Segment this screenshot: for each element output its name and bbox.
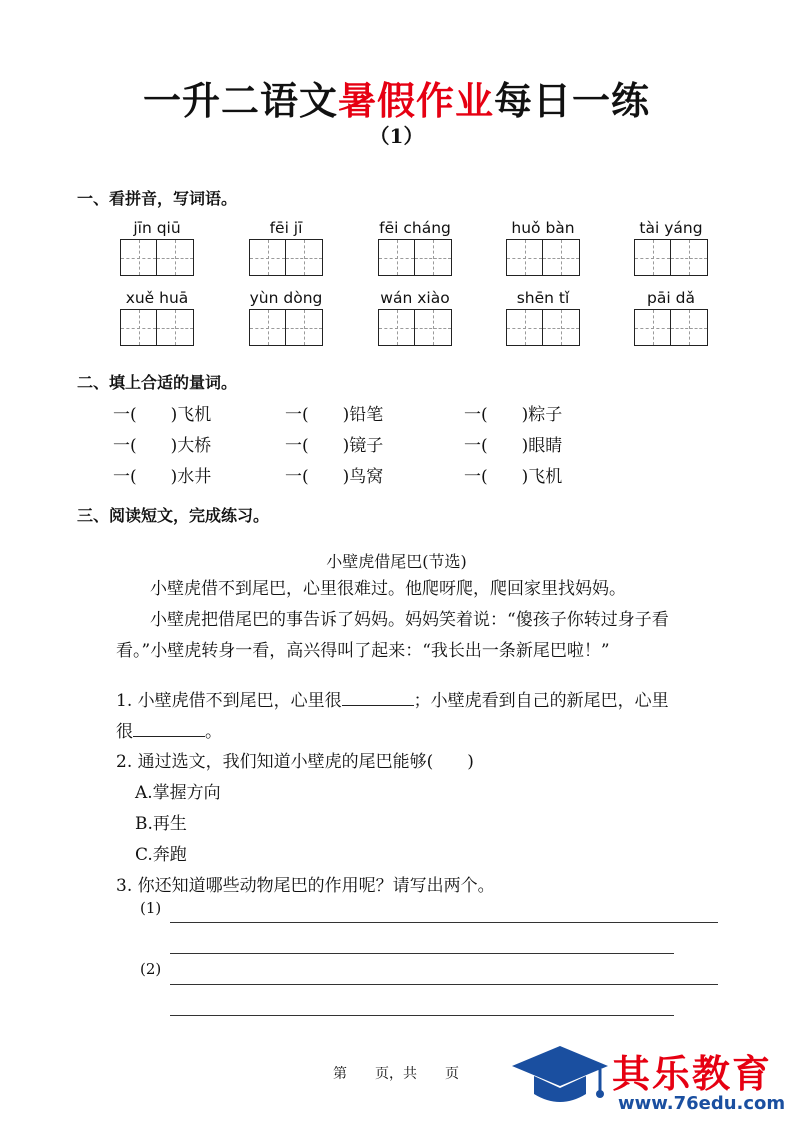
measure-word-item[interactable]: 一( )眼睛 xyxy=(464,436,563,456)
option-c[interactable]: C.奔跑 xyxy=(135,845,187,865)
pinyin-item xyxy=(503,288,583,346)
pinyin-item xyxy=(246,218,326,276)
pinyin-text: huǒ bàn xyxy=(511,219,575,237)
pinyin-text: wán xiào xyxy=(380,289,450,307)
question-1 xyxy=(116,686,669,711)
option-a[interactable]: A.掌握方向 xyxy=(135,783,221,803)
section1-heading: 一、看拼音，写词语。 xyxy=(77,189,238,208)
page-footer: 第 页，共 页 xyxy=(333,1066,459,1082)
section3-heading: 三、阅读短文，完成练习。 xyxy=(77,506,270,525)
pinyin-item xyxy=(117,218,197,276)
measure-word-item[interactable]: 一( )飞机 xyxy=(464,467,563,487)
pinyin-item xyxy=(246,288,326,346)
passage-title: 小壁虎借尾巴(节选) xyxy=(326,552,467,571)
question-3: 3. 你还知道哪些动物尾巴的作用呢？请写出两个。 xyxy=(116,876,495,896)
pinyin-text: fēi cháng xyxy=(379,219,451,237)
writing-boxes[interactable] xyxy=(375,239,455,276)
writing-boxes[interactable] xyxy=(503,309,583,346)
pinyin-text: shēn tǐ xyxy=(516,289,570,307)
writing-boxes[interactable] xyxy=(246,239,326,276)
paragraph-line: 小壁虎把借尾巴的事告诉了妈妈。妈妈笑着说：“傻孩子你转过身子看 xyxy=(150,610,669,630)
pinyin-text: xuě huā xyxy=(125,289,189,307)
writing-boxes[interactable] xyxy=(375,309,455,346)
pinyin-text: jīn qiū xyxy=(133,219,181,237)
pinyin-row-2 xyxy=(0,288,793,350)
pinyin-text: tài yáng xyxy=(639,219,703,237)
title-part2: 暑假作业 xyxy=(337,79,494,123)
page-title xyxy=(0,70,793,125)
pinyin-item xyxy=(375,218,455,276)
writing-boxes[interactable] xyxy=(631,309,711,346)
answer-line[interactable] xyxy=(170,953,674,954)
paragraph-text: 小壁虎借不到尾巴，心里很难过。他爬呀爬，爬回家里找妈妈。 xyxy=(150,579,626,599)
measure-word-item[interactable]: 一( )飞机 xyxy=(113,405,212,425)
option-b[interactable]: B.再生 xyxy=(135,814,187,834)
measure-word-item[interactable]: 一( )镜子 xyxy=(285,436,384,456)
pinyin-text: fēi jī xyxy=(269,219,303,237)
q1-text: 很 xyxy=(116,722,133,742)
q1-text: ；小壁虎看到自己的新尾巴，心里 xyxy=(413,691,669,711)
measure-word-item[interactable]: 一( )铅笔 xyxy=(285,405,384,425)
answer-label-1: (1) xyxy=(140,899,162,917)
question-2: 2. 通过选文，我们知道小壁虎的尾巴能够( ) xyxy=(116,752,474,772)
answer-label-2: (2) xyxy=(140,960,162,978)
passage-paragraph-1 xyxy=(116,574,726,605)
q1-text: 。 xyxy=(205,722,222,742)
answer-line[interactable] xyxy=(170,1015,674,1016)
pinyin-text: pāi dǎ xyxy=(647,289,695,307)
measure-word-item[interactable]: 一( )大桥 xyxy=(113,436,212,456)
measure-word-item[interactable]: 一( )鸟窝 xyxy=(285,467,384,487)
q1-text: 1. 小壁虎借不到尾巴，心里很 xyxy=(116,691,342,711)
logo-url: www.76edu.com xyxy=(618,1093,786,1114)
pinyin-item xyxy=(117,288,197,346)
title-part3: 每日一练 xyxy=(494,79,651,123)
graduation-cap-icon xyxy=(510,1040,610,1116)
pinyin-item xyxy=(503,218,583,276)
title-part1: 一升二语文 xyxy=(142,79,338,123)
pinyin-item xyxy=(631,218,711,276)
paragraph-line: 看。”小壁虎转身一看，高兴得叫了起来：“我长出一条新尾巴啦！” xyxy=(116,641,610,661)
writing-boxes[interactable] xyxy=(117,309,197,346)
measure-word-item[interactable]: 一( )粽子 xyxy=(464,405,563,425)
answer-line[interactable] xyxy=(170,922,718,923)
passage-paragraph-2 xyxy=(116,605,726,667)
section2-heading: 二、填上合适的量词。 xyxy=(77,373,238,392)
pinyin-item xyxy=(375,288,455,346)
pinyin-item xyxy=(631,288,711,346)
pinyin-text: yùn dòng xyxy=(249,289,323,307)
q1-blank-2[interactable] xyxy=(133,722,205,737)
pinyin-row-1 xyxy=(0,218,793,280)
writing-boxes[interactable] xyxy=(631,239,711,276)
writing-boxes[interactable] xyxy=(246,309,326,346)
page-subtitle: （1） xyxy=(369,124,424,148)
measure-word-item[interactable]: 一( )水井 xyxy=(113,467,212,487)
logo-name: 其乐教育 xyxy=(612,1052,773,1096)
answer-line[interactable] xyxy=(170,984,718,985)
question-1-cont xyxy=(116,717,222,742)
writing-boxes[interactable] xyxy=(117,239,197,276)
writing-boxes[interactable] xyxy=(503,239,583,276)
q1-blank-1[interactable] xyxy=(342,691,414,706)
